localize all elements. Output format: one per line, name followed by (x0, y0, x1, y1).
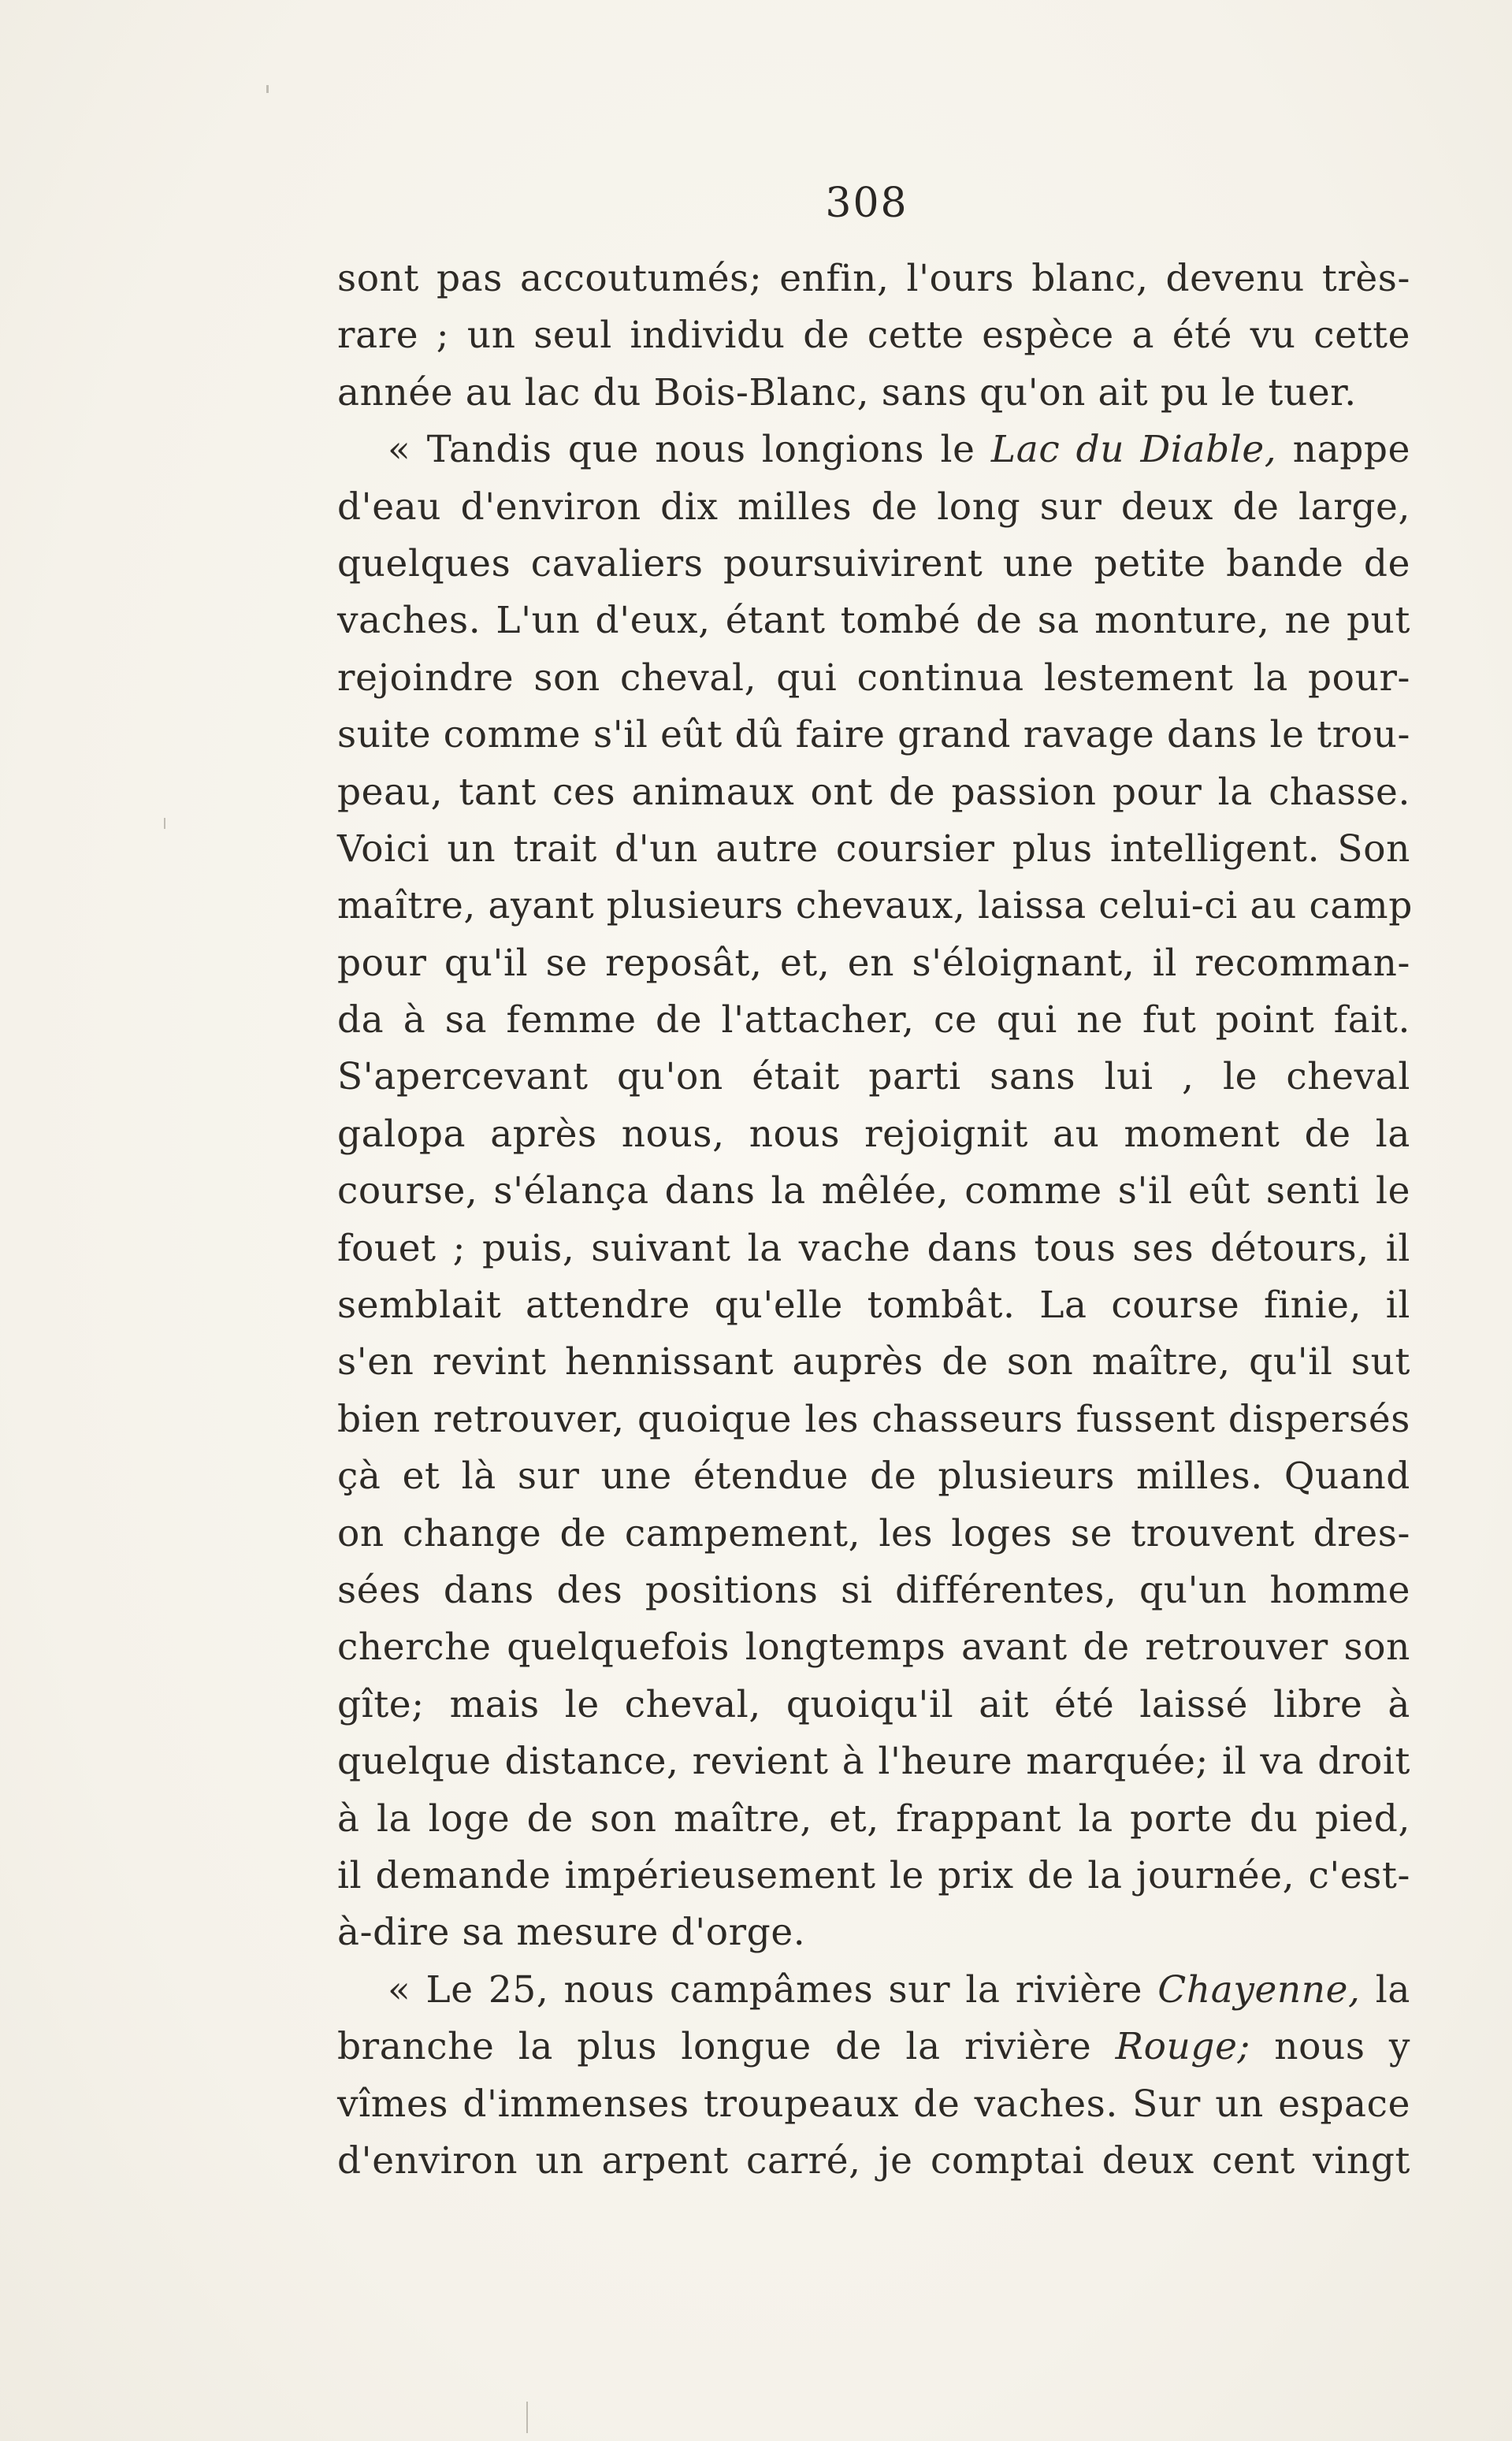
text-line: rejoindre son cheval, qui continua lestement la pour- (337, 656, 1410, 700)
text-line: fouet ; puis, suivant la vache dans tous ses détours, il (337, 1226, 1410, 1270)
text-line: semblait attendre qu'elle tombât. La course finie, il (337, 1284, 1410, 1328)
text-line: peau, tant ces animaux ont de passion pour la chasse. (337, 770, 1410, 814)
text-line: galopa après nous, nous rejoignit au moment de la (337, 1112, 1410, 1156)
text-line: s'en revint hennissant auprès de son maître, qu'il sut (337, 1340, 1410, 1384)
page-number: 308 (825, 180, 908, 227)
text-line: quelque distance, revient à l'heure marquée; il va droit (337, 1740, 1410, 1784)
text-line: « Tandis que nous longions le Lac du Diable, nappe (388, 428, 1410, 472)
text-line: vaches. L'un d'eux, étant tombé de sa monture, ne put (337, 599, 1410, 643)
paper-speck (526, 2402, 528, 2433)
text-line: rare ; un seul individu de cette espèce a été vu cette (337, 314, 1410, 358)
paper-speck (266, 85, 269, 93)
text-line: çà et là sur une étendue de plusieurs milles. Quand (337, 1455, 1410, 1499)
text-line: maître, ayant plusieurs chevaux, laissa celui-ci au camp (337, 884, 1413, 928)
text-line: à-dire sa mesure d'orge. (337, 1911, 806, 1955)
text-line: bien retrouver, quoique les chasseurs fussent dispersés (337, 1397, 1410, 1441)
text-line: S'apercevant qu'on était parti sans lui , le cheval (337, 1055, 1410, 1099)
text-line: d'eau d'environ dix milles de long sur deux de large, (337, 485, 1410, 529)
text-line: branche la plus longue de la rivière Rouge; nous y (337, 2025, 1410, 2069)
text-line: da à sa femme de l'attacher, ce qui ne fut point fait. (337, 998, 1410, 1042)
text-line: suite comme s'il eût dû faire grand ravage dans le trou- (337, 713, 1410, 757)
text-line: à la loge de son maître, et, frappant la porte du pied, (337, 1796, 1410, 1841)
text-line: Voici un trait d'un autre coursier plus intelligent. Son (337, 827, 1410, 871)
text-line: pour qu'il se reposât, et, en s'éloignant, il recomman- (337, 941, 1410, 985)
body-text (337, 251, 1413, 2190)
text-line: d'environ un arpent carré, je comptai deux cent vingt (337, 2138, 1410, 2183)
text-line: quelques cavaliers poursuivirent une petite bande de (337, 541, 1410, 585)
paper-speck (164, 818, 165, 829)
text-line: sées dans des positions si différentes, qu'un homme (337, 1568, 1410, 1612)
text-line: course, s'élança dans la mêlée, comme s'il eût senti le (337, 1169, 1410, 1213)
text-line: on change de campement, les loges se trouvent dres- (337, 1511, 1410, 1555)
text-line: sont pas accoutumés; enfin, l'ours blanc, devenu très- (337, 257, 1410, 300)
text-line: gîte; mais le cheval, quoiqu'il ait été laissé libre à (337, 1682, 1410, 1726)
text-line: « Le 25, nous campâmes sur la rivière Chayenne, la (388, 1967, 1411, 2012)
text-line: il demande impérieusement le prix de la journée, c'est- (337, 1853, 1410, 1897)
text-line: vîmes d'immenses troupeaux de vaches. Sur un espace (337, 2082, 1410, 2126)
text-line: année au lac du Bois-Blanc, sans qu'on ait pu le tuer. (337, 370, 1357, 414)
text-line: cherche quelquefois longtemps avant de retrouver son (337, 1625, 1410, 1670)
